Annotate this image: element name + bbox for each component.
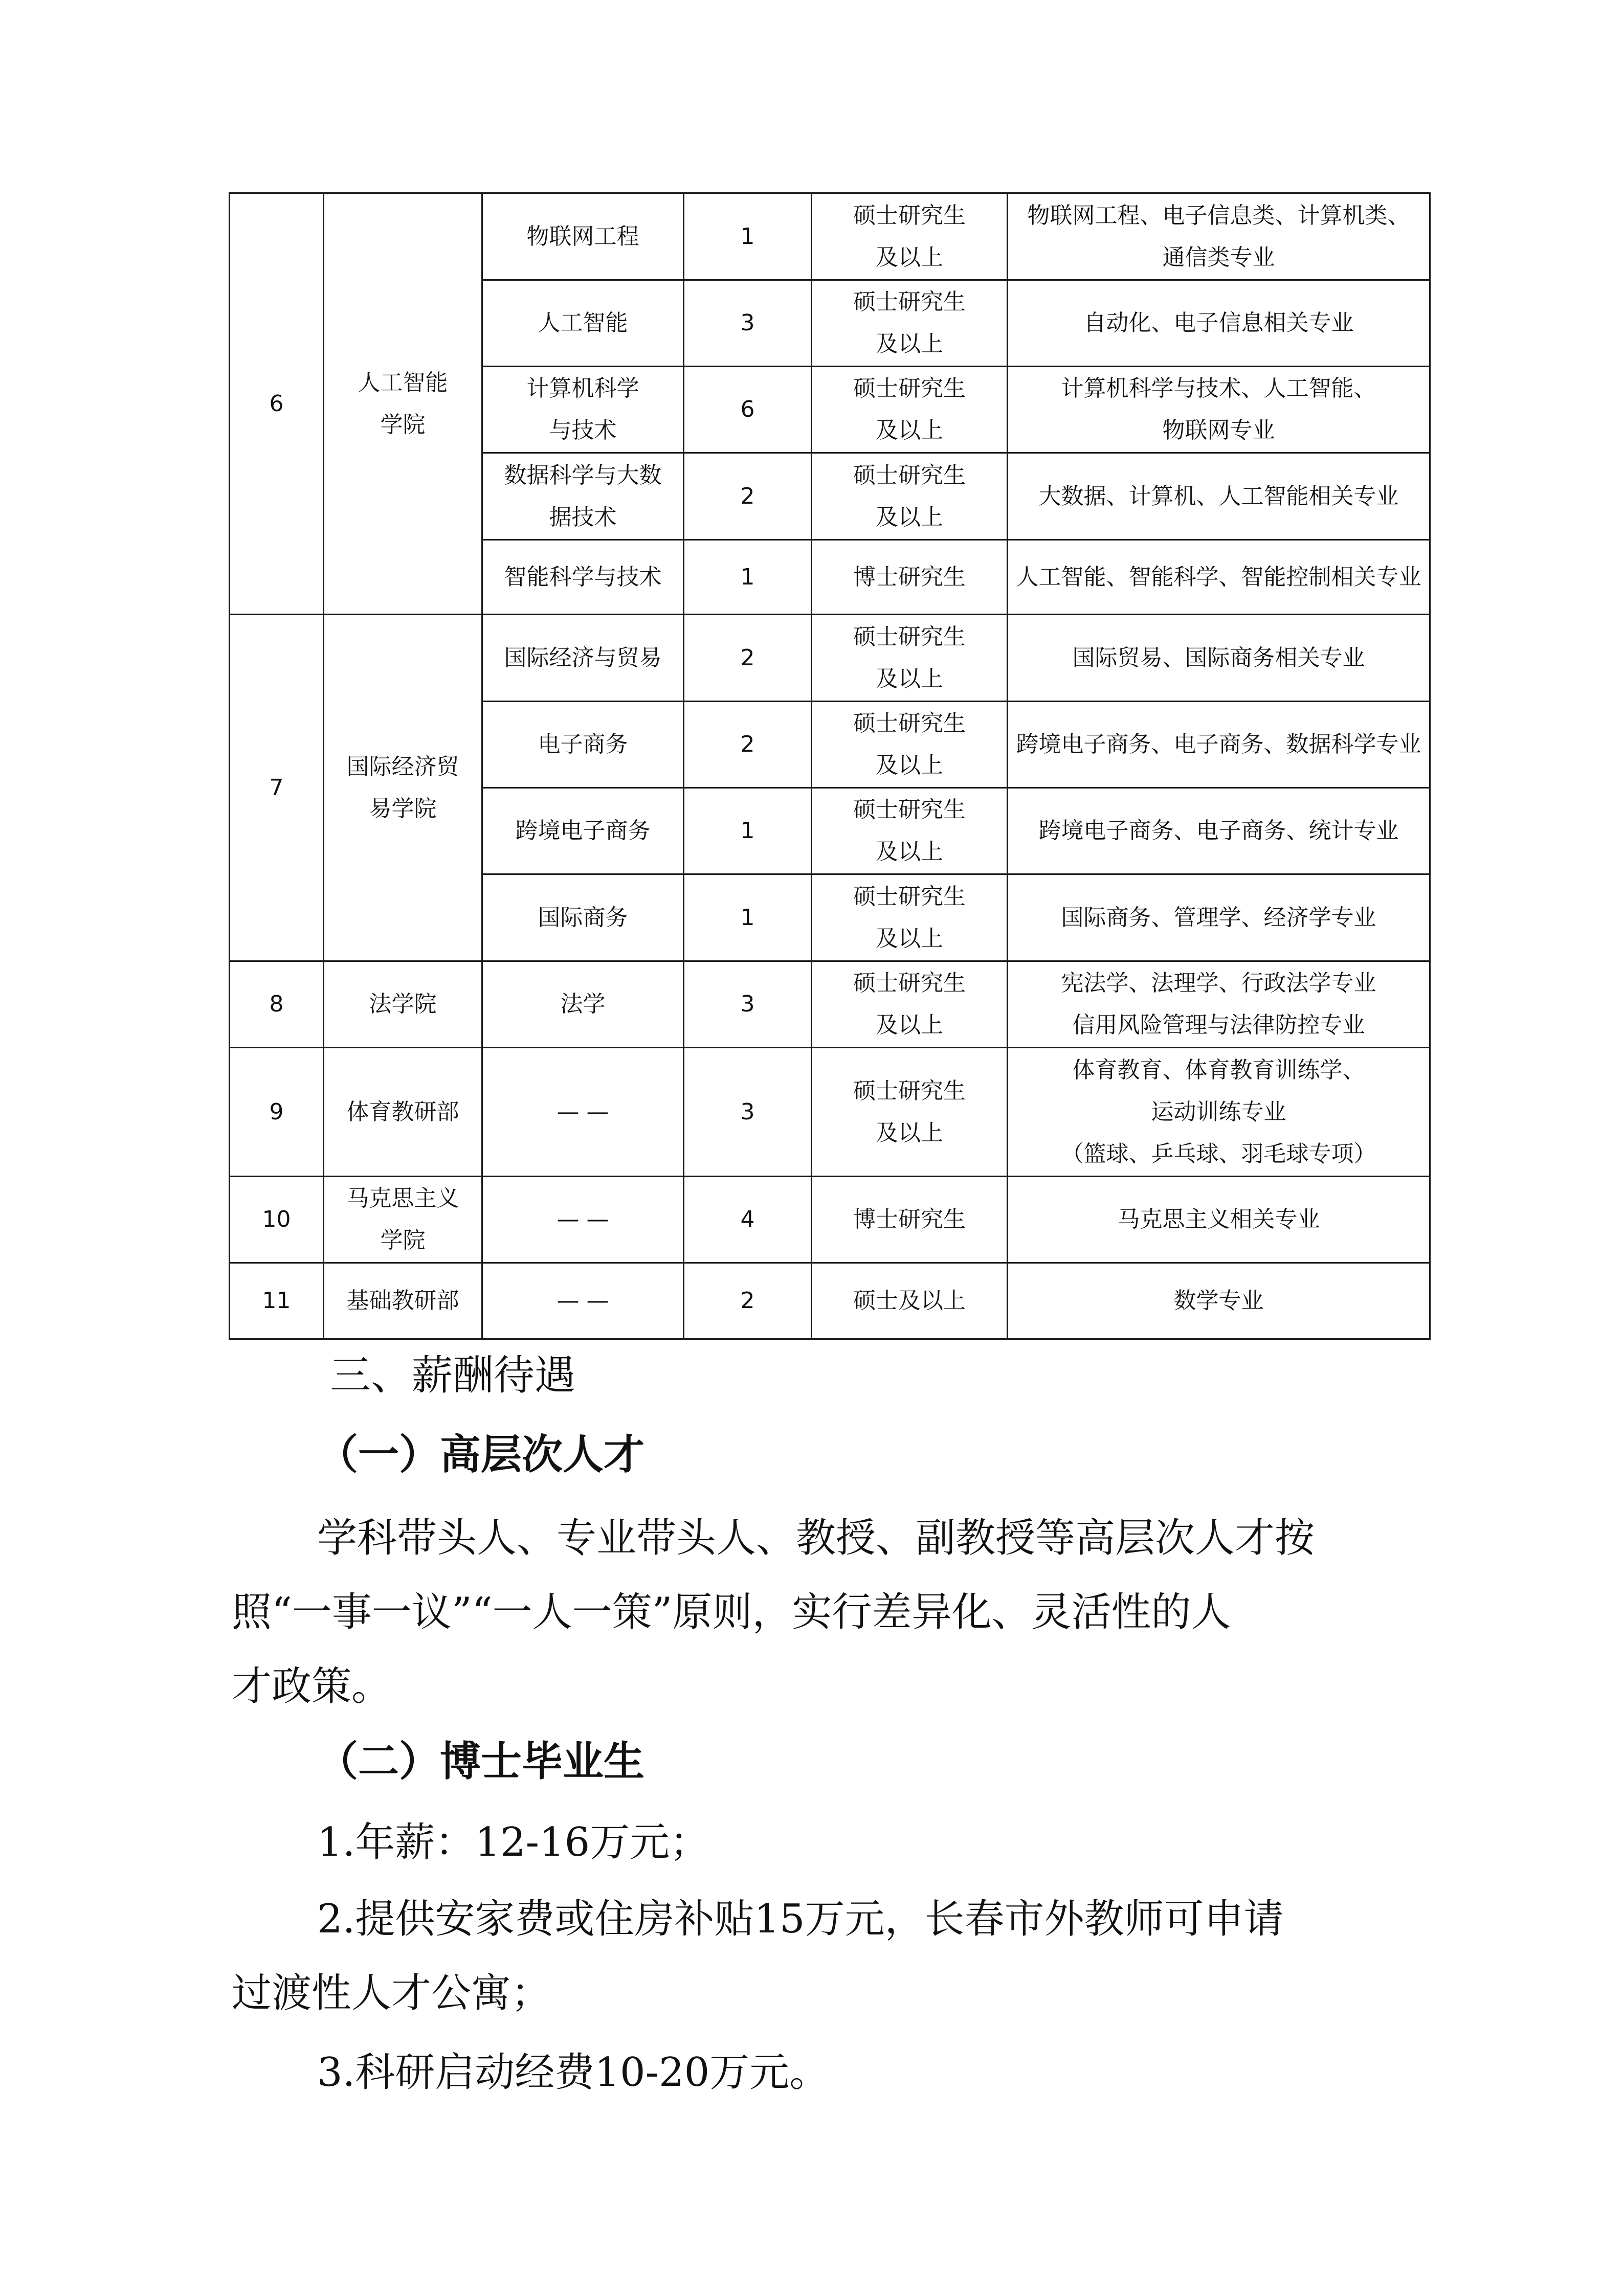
- cell-education: [812, 280, 1008, 367]
- cell-education-text: 硕士研究生: [853, 375, 966, 401]
- list-item-housing-line2: 过渡性人才公寓；: [232, 1970, 551, 2016]
- cell-major: [482, 788, 684, 874]
- cell-major: [482, 615, 684, 702]
- cell-requirement-text: 运动训练专业: [1151, 1098, 1286, 1125]
- cell-education-text: 及以上: [876, 504, 943, 530]
- cell-count-text: 3: [740, 310, 755, 336]
- cell-college-text: 基础教研部: [346, 1288, 459, 1314]
- cell-major-text: 智能科学与技术: [504, 564, 662, 590]
- cell-education-text: 及以上: [876, 1119, 943, 1146]
- cell-requirement: [1008, 1048, 1430, 1177]
- cell-number: [230, 961, 324, 1048]
- cell-major-text: 与技术: [549, 417, 617, 443]
- section-heading-salary: 三、薪酬待遇: [330, 1352, 575, 1399]
- cell-count-text: 1: [740, 223, 755, 250]
- cell-major: [482, 367, 684, 453]
- cell-count: [684, 1263, 812, 1339]
- cell-requirement: [1008, 788, 1430, 874]
- cell-college-text: 易学院: [369, 795, 437, 822]
- cell-education-text: 博士研究生: [853, 1206, 966, 1232]
- cell-number: [230, 1177, 324, 1263]
- cell-education: [812, 788, 1008, 874]
- cell-number: [230, 615, 324, 961]
- cell-college: [324, 193, 482, 615]
- cell-major-text: 国际经济与贸易: [504, 644, 662, 671]
- cell-requirement-text: 大数据、计算机、人工智能相关专业: [1038, 483, 1399, 509]
- cell-education-text: 硕士研究生: [853, 883, 966, 910]
- cell-count-text: 1: [740, 564, 755, 590]
- list-item-research-funding: 3.科研启动经费10-20万元。: [317, 2050, 830, 2096]
- cell-count: [684, 540, 812, 615]
- recruitment-table-body: [230, 193, 1430, 1339]
- cell-number-text: 9: [269, 1098, 284, 1125]
- cell-college-text: 学院: [380, 411, 426, 438]
- cell-number-text: 7: [269, 774, 284, 801]
- cell-requirement: [1008, 1263, 1430, 1339]
- cell-requirement-text: 物联网专业: [1162, 417, 1275, 443]
- cell-college: [324, 961, 482, 1048]
- cell-count: [684, 874, 812, 961]
- cell-number: [230, 193, 324, 615]
- cell-education-text: 硕士研究生: [853, 797, 966, 823]
- cell-major: [482, 1263, 684, 1339]
- cell-requirement-text: 国际贸易、国际商务相关专业: [1072, 644, 1365, 671]
- cell-college: [324, 615, 482, 961]
- cell-education: [812, 453, 1008, 540]
- cell-major: [482, 1048, 684, 1177]
- cell-education-text: 及以上: [876, 1012, 943, 1038]
- cell-count: [684, 788, 812, 874]
- cell-education: [812, 615, 1008, 702]
- cell-count-text: 3: [740, 991, 755, 1017]
- cell-college: [324, 1048, 482, 1177]
- cell-count-text: 4: [740, 1206, 755, 1232]
- cell-education: [812, 1263, 1008, 1339]
- cell-major: [482, 1177, 684, 1263]
- cell-major: [482, 453, 684, 540]
- cell-education-text: 硕士研究生: [853, 623, 966, 650]
- cell-count: [684, 453, 812, 540]
- cell-requirement-text: 信用风险管理与法律防控专业: [1072, 1012, 1365, 1038]
- cell-education-text: 硕士研究生: [853, 970, 966, 996]
- cell-college-text: 学院: [380, 1227, 426, 1253]
- cell-education-text: 及以上: [876, 331, 943, 357]
- cell-number-text: 6: [269, 390, 284, 417]
- cell-major-text: 据技术: [549, 504, 617, 530]
- cell-education-text: 及以上: [876, 665, 943, 692]
- cell-major-text: 数据科学与大数: [504, 462, 662, 488]
- cell-college-text: 国际经济贸: [346, 753, 459, 780]
- cell-education-text: 硕士研究生: [853, 462, 966, 488]
- cell-major-text: 计算机科学: [526, 375, 639, 401]
- table-row: [230, 193, 1430, 280]
- cell-count: [684, 367, 812, 453]
- cell-count: [684, 615, 812, 702]
- cell-education: [812, 961, 1008, 1048]
- cell-education: [812, 874, 1008, 961]
- cell-major: [482, 280, 684, 367]
- cell-requirement-text: 通信类专业: [1162, 244, 1275, 271]
- cell-count: [684, 193, 812, 280]
- cell-major: [482, 961, 684, 1048]
- cell-requirement: [1008, 280, 1430, 367]
- cell-requirement: [1008, 874, 1430, 961]
- cell-college: [324, 1177, 482, 1263]
- table-row: [230, 615, 1430, 702]
- cell-requirement-text: 宪法学、法理学、行政法学专业: [1061, 970, 1376, 996]
- cell-education: [812, 1177, 1008, 1263]
- cell-requirement-text: 体育教育、体育教育训练学、: [1072, 1056, 1365, 1083]
- cell-education-text: 硕士研究生: [853, 710, 966, 736]
- list-item-housing-line1: 2.提供安家费或住房补贴15万元，长春市外教师可申请: [317, 1896, 1284, 1942]
- cell-college-text: 体育教研部: [346, 1098, 459, 1125]
- cell-count: [684, 961, 812, 1048]
- paragraph-high-level-line1: 学科带头人、专业带头人、教授、副教授等高层次人才按: [317, 1515, 1315, 1561]
- cell-major-text: — —: [557, 1206, 609, 1232]
- cell-requirement-text: 自动化、电子信息相关专业: [1083, 310, 1354, 336]
- cell-major: [482, 702, 684, 788]
- cell-requirement: [1008, 367, 1430, 453]
- cell-college-text: 法学院: [369, 991, 437, 1017]
- cell-college: [324, 1263, 482, 1339]
- cell-major: [482, 540, 684, 615]
- cell-number-text: 10: [262, 1206, 291, 1232]
- cell-count-text: 1: [740, 904, 755, 931]
- cell-requirement-text: （篮球、乒乓球、羽毛球专项）: [1061, 1140, 1376, 1167]
- cell-count-text: 6: [740, 396, 755, 422]
- subheading-high-level-talent: （一）高层次人才: [317, 1430, 644, 1478]
- cell-education-text: 及以上: [876, 752, 943, 778]
- cell-count: [684, 702, 812, 788]
- cell-education-text: 及以上: [876, 839, 943, 865]
- cell-count-text: 3: [740, 1098, 755, 1125]
- cell-requirement-text: 跨境电子商务、电子商务、数据科学专业: [1016, 731, 1421, 757]
- cell-college-text: 马克思主义: [346, 1185, 459, 1211]
- cell-requirement-text: 马克思主义相关专业: [1117, 1206, 1320, 1232]
- cell-requirement-text: 人工智能、智能科学、智能控制相关专业: [1016, 564, 1421, 590]
- cell-major-text: 人工智能: [538, 310, 628, 336]
- cell-education-text: 博士研究生: [853, 564, 966, 590]
- cell-requirement-text: 计算机科学与技术、人工智能、: [1061, 375, 1376, 401]
- cell-requirement: [1008, 615, 1430, 702]
- table-row: [230, 961, 1430, 1048]
- cell-count-text: 2: [740, 483, 755, 509]
- cell-major-text: — —: [557, 1098, 609, 1125]
- cell-number: [230, 1048, 324, 1177]
- cell-college-text: 人工智能: [358, 369, 448, 396]
- cell-education-text: 及以上: [876, 244, 943, 271]
- cell-major-text: 国际商务: [538, 904, 628, 931]
- cell-requirement: [1008, 961, 1430, 1048]
- cell-requirement-text: 跨境电子商务、电子商务、统计专业: [1038, 818, 1399, 844]
- cell-requirement-text: 数学专业: [1173, 1288, 1264, 1314]
- cell-count: [684, 1048, 812, 1177]
- cell-education-text: 硕士及以上: [853, 1288, 966, 1314]
- table-row: [230, 1048, 1430, 1177]
- recruitment-table: [229, 192, 1431, 1340]
- cell-count-text: 1: [740, 818, 755, 844]
- paragraph-high-level-line2: 照“一事一议”“一人一策”原则，实行差异化、灵活性的人: [232, 1589, 1231, 1635]
- cell-major-text: 物联网工程: [526, 223, 639, 250]
- table-row: [230, 1177, 1430, 1263]
- table-row: [230, 1263, 1430, 1339]
- cell-major-text: — —: [557, 1288, 609, 1314]
- cell-education: [812, 1048, 1008, 1177]
- cell-major: [482, 874, 684, 961]
- cell-number-text: 11: [262, 1288, 291, 1314]
- cell-education-text: 及以上: [876, 925, 943, 952]
- cell-count-text: 2: [740, 731, 755, 757]
- cell-major: [482, 193, 684, 280]
- cell-requirement: [1008, 702, 1430, 788]
- cell-major-text: 跨境电子商务: [515, 818, 651, 844]
- cell-requirement: [1008, 453, 1430, 540]
- cell-number: [230, 1263, 324, 1339]
- subheading-phd-graduates: （二）博士毕业生: [317, 1737, 644, 1785]
- cell-education: [812, 367, 1008, 453]
- cell-requirement-text: 国际商务、管理学、经济学专业: [1061, 904, 1376, 931]
- cell-requirement: [1008, 540, 1430, 615]
- cell-education: [812, 540, 1008, 615]
- cell-requirement: [1008, 193, 1430, 280]
- cell-education: [812, 193, 1008, 280]
- cell-major-text: 法学: [560, 991, 606, 1017]
- cell-count: [684, 280, 812, 367]
- cell-major-text: 电子商务: [538, 731, 628, 757]
- cell-count-text: 2: [740, 1288, 755, 1314]
- cell-requirement-text: 物联网工程、电子信息类、计算机类、: [1027, 202, 1410, 229]
- cell-education-text: 硕士研究生: [853, 1077, 966, 1104]
- cell-count-text: 2: [740, 644, 755, 671]
- cell-count: [684, 1177, 812, 1263]
- cell-requirement: [1008, 1177, 1430, 1263]
- paragraph-high-level-line3: 才政策。: [232, 1663, 392, 1709]
- list-item-salary: 1.年薪：12-16万元；: [317, 1819, 710, 1865]
- cell-education-text: 硕士研究生: [853, 289, 966, 315]
- cell-education-text: 硕士研究生: [853, 202, 966, 229]
- cell-education: [812, 702, 1008, 788]
- cell-number-text: 8: [269, 991, 284, 1017]
- cell-education-text: 及以上: [876, 417, 943, 443]
